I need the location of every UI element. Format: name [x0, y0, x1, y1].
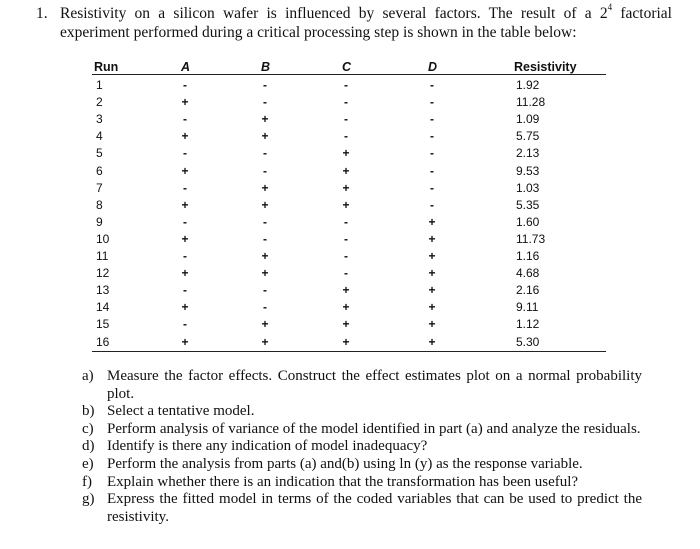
header-run: Run [94, 60, 119, 74]
part-text: Perform analysis of variance of the model identified in part (a) and analyze the residuals. [107, 420, 641, 437]
cell-resistivity: 9.11 [516, 300, 539, 315]
cell-c: - [344, 95, 348, 110]
cell-a: - [183, 317, 187, 332]
question-part [82, 491, 642, 526]
cell-c: - [344, 129, 348, 144]
part-label: b) [82, 403, 95, 420]
cell-d: - [430, 129, 434, 144]
cell-c: + [342, 334, 350, 349]
cell-resistivity: 11.73 [516, 231, 546, 246]
cell-a: - [183, 112, 187, 127]
cell-a: + [181, 266, 189, 281]
part-label: c) [82, 420, 94, 437]
cell-run: 11 [96, 249, 109, 263]
cell-resistivity: 5.75 [516, 129, 540, 144]
cell-d: + [428, 300, 436, 315]
question-part [82, 438, 642, 456]
cell-a: + [181, 163, 189, 178]
table-bottom-rule [92, 351, 606, 352]
cell-run: 13 [96, 283, 110, 298]
cell-run: 8 [96, 197, 103, 212]
cell-a: - [183, 283, 187, 298]
cell-b: - [263, 95, 267, 110]
cell-b: + [261, 249, 269, 263]
cell-d: - [430, 146, 434, 161]
cell-b: + [261, 317, 269, 332]
header-c: C [342, 60, 352, 74]
table-row [92, 283, 606, 298]
cell-d: + [428, 266, 436, 281]
cell-a: + [181, 300, 189, 315]
cell-resistivity: 1.16 [516, 249, 540, 263]
cell-resistivity: 2.13 [516, 146, 540, 161]
question-text [60, 1, 672, 42]
table-row [92, 317, 606, 332]
table-row [92, 146, 606, 161]
cell-d: + [428, 214, 436, 229]
cell-b: - [263, 78, 267, 92]
cell-b: + [261, 180, 269, 195]
table-row [92, 266, 606, 281]
table-row [92, 249, 606, 264]
table-row [92, 300, 606, 315]
exponent: 4 [607, 1, 613, 12]
header-a: A [181, 60, 191, 74]
cell-a: + [181, 129, 189, 144]
cell-resistivity: 1.03 [516, 180, 540, 195]
cell-a: + [181, 95, 189, 110]
cell-a: + [181, 197, 189, 212]
cell-resistivity: 1.09 [516, 112, 540, 127]
question-part [82, 456, 642, 474]
cell-c: - [344, 249, 348, 263]
cell-b: - [263, 283, 267, 298]
cell-run: 1 [96, 78, 103, 92]
part-label: d) [82, 438, 95, 455]
table-row [92, 112, 606, 127]
cell-c: - [344, 266, 348, 281]
question-part [82, 368, 642, 403]
cell-run: 7 [96, 180, 103, 195]
cell-c: + [342, 197, 350, 212]
cell-resistivity: 5.30 [516, 334, 540, 349]
cell-a: - [183, 214, 187, 229]
cell-resistivity: 1.92 [516, 78, 540, 92]
cell-run: 12 [96, 266, 110, 281]
cell-d: - [430, 197, 434, 212]
table-row [92, 335, 606, 350]
cell-a: - [183, 78, 187, 92]
cell-b: - [263, 231, 267, 246]
cell-resistivity: 4.68 [516, 266, 540, 281]
question-part [82, 421, 642, 439]
cell-d: + [428, 249, 436, 263]
cell-b: - [263, 163, 267, 178]
part-text: Express the fitted model in terms of the coded variables that can be used to predict the resistivity. [107, 491, 642, 525]
cell-resistivity: 5.35 [516, 197, 540, 212]
question-text-after: factorial experiment performed during a critical processing step is shown in the table below: [60, 5, 672, 41]
part-text: Select a tentative model. [107, 403, 255, 420]
cell-c: - [344, 78, 348, 92]
cell-d: + [428, 283, 436, 298]
part-text: Perform the analysis from parts (a) and(b) using ln (y) as the response variable. [107, 455, 583, 472]
cell-c: + [342, 163, 350, 178]
table-row [92, 129, 606, 144]
question-parts [82, 368, 642, 526]
question-part [82, 403, 642, 421]
cell-resistivity: 2.16 [516, 283, 540, 298]
cell-c: - [344, 231, 348, 246]
question-text-before: Resistivity on a silicon wafer is influenced by several factors. The result of a 2 [60, 5, 608, 22]
cell-run: 15 [96, 317, 110, 332]
cell-resistivity: 1.60 [516, 214, 540, 229]
cell-run: 5 [96, 146, 103, 161]
part-label: a) [82, 368, 94, 384]
cell-b: + [261, 112, 269, 127]
part-label: f) [82, 473, 92, 490]
cell-b: + [261, 197, 269, 212]
cell-b: - [263, 146, 267, 161]
cell-c: - [344, 112, 348, 127]
cell-b: + [261, 334, 269, 349]
table-row [92, 198, 606, 213]
table-row [92, 232, 606, 247]
cell-a: + [181, 334, 189, 349]
cell-run: 4 [96, 129, 103, 144]
cell-d: + [428, 317, 436, 332]
header-d: D [428, 60, 438, 74]
cell-c: + [342, 146, 350, 161]
header-b: B [261, 60, 271, 74]
part-text: Identify is there any indication of model inadequacy? [107, 438, 428, 455]
cell-c: + [342, 180, 350, 195]
table-row [92, 181, 606, 196]
table-row [92, 164, 606, 179]
cell-d: - [430, 163, 434, 178]
part-text: Explain whether there is an indication that the transformation has been useful? [107, 473, 579, 490]
part-label: g) [82, 491, 95, 508]
part-text: Measure the factor effects. Construct the effect estimates plot on a normal probability plot. [107, 368, 642, 402]
cell-c: + [342, 300, 350, 315]
cell-d: + [428, 231, 436, 246]
resistivity-table [92, 60, 606, 352]
cell-run: 2 [96, 95, 103, 110]
cell-d: - [430, 112, 434, 127]
cell-a: + [181, 231, 189, 246]
cell-d: - [430, 95, 434, 110]
question-number: 1. [36, 5, 48, 22]
cell-run: 14 [96, 300, 110, 315]
cell-c: - [344, 214, 348, 229]
cell-c: + [342, 317, 350, 332]
cell-d: + [428, 334, 436, 349]
cell-d: - [430, 78, 434, 92]
cell-resistivity: 11.28 [516, 95, 546, 110]
cell-c: + [342, 283, 350, 298]
cell-a: - [183, 249, 187, 263]
cell-b: + [261, 266, 269, 281]
cell-resistivity: 1.12 [516, 317, 540, 332]
question-part [82, 474, 642, 492]
cell-run: 9 [96, 214, 103, 229]
cell-a: - [183, 180, 187, 195]
table-row [92, 78, 606, 93]
cell-a: - [183, 146, 187, 161]
table-row [92, 95, 606, 110]
cell-b: - [263, 214, 267, 229]
cell-b: - [263, 300, 267, 315]
cell-b: + [261, 129, 269, 144]
table-row [92, 215, 606, 230]
cell-run: 3 [96, 112, 103, 127]
cell-d: - [430, 180, 434, 195]
table-header-rule [92, 74, 606, 75]
cell-run: 6 [96, 163, 103, 178]
part-label: e) [82, 455, 94, 472]
cell-run: 10 [96, 231, 110, 246]
cell-run: 16 [96, 334, 110, 349]
cell-resistivity: 9.53 [516, 163, 540, 178]
header-resistivity: Resistivity [514, 60, 577, 74]
